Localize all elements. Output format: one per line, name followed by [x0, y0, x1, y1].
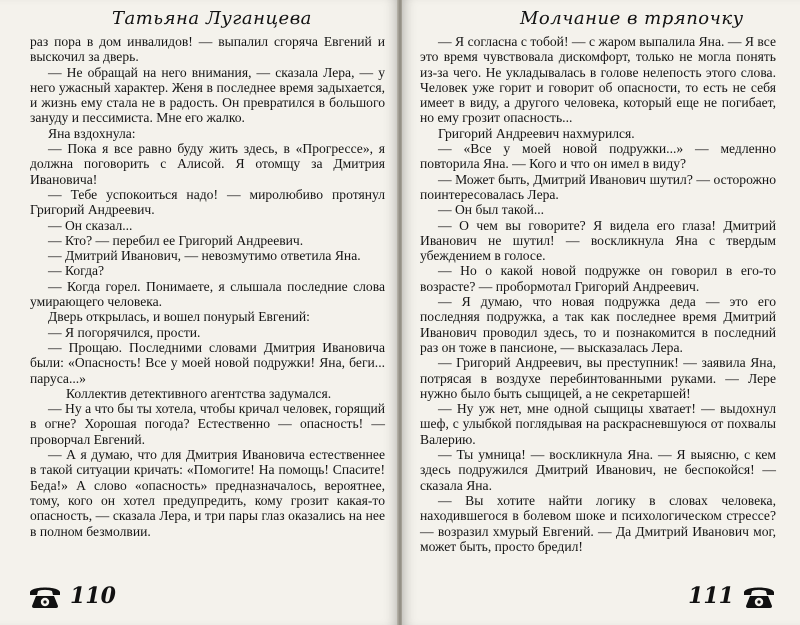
paragraph: — Но о какой новой подружке он говорил в его-то возрасте? — пробормотал Григорий Андреевич.: [420, 263, 776, 294]
right-footer: [688, 578, 776, 614]
telephone-icon: [28, 583, 62, 609]
paragraph: — Тебе успокоиться надо! — миролюбиво протянул Григорий Андреевич.: [30, 186, 385, 218]
page-number: 110: [70, 583, 116, 609]
left-body-text: [30, 34, 385, 539]
paragraph: Яна вздохнула:: [48, 125, 136, 141]
left-footer: [28, 578, 116, 614]
paragraph: — Ты умница! — воскликнула Яна. — Я выясню, с кем здесь подружился Дмитрий Иванович, не беспокойся! — сказала Яна.: [420, 447, 776, 493]
right-running-header: Молчание в тряпочку: [520, 8, 744, 29]
paragraph: — Когда?: [48, 263, 105, 279]
paragraph: — Когда горел. Понимаете, я слышала последние слова умирающего человека.: [30, 278, 385, 310]
paragraph: — «Все у моей новой подружки...» — медленно повторила Яна. — Кого и что он имел в виду?: [420, 141, 776, 172]
paragraph: — Он сказал...: [48, 217, 133, 233]
paragraph: раз пора в дом инвалидов! — выпалил сгоряча Евгений и выскочил за дверь.: [30, 34, 385, 65]
paragraph: — Григорий Андреевич, вы преступник! — заявила Яна, потрясая в воздухе перебинтованными руками. — Лере нужно было быть сыщицей, а не секретаршей!: [420, 355, 776, 401]
paragraph: Григорий Андреевич нахмурился.: [438, 125, 635, 141]
paragraph: — Я согласна с тобой! — с жаром выпалила Яна. — Я все это время чувствовала дискомфорт, только не могла понять из-за чего. Не укладывалась в голове нелепость этого слова. Человек уже горит и говорит об опасности, то есть не себя имеет в виду, а другого человека, который еще не погибает, но ему грозит опасность...: [420, 34, 776, 126]
paragraph: — Прощаю. Последними словами Дмитрия Ивановича были: «Опасность! Все у моей новой подружки! Яна, беги... паруса...»: [30, 339, 385, 386]
left-page: [0, 0, 398, 625]
paragraph: — Я погорячился, прости.: [48, 324, 201, 340]
right-page: [402, 0, 800, 625]
telephone-icon: [742, 583, 776, 609]
page-number: 111: [688, 583, 734, 609]
left-running-header: Татьяна Луганцева: [112, 8, 312, 29]
paragraph: — А я думаю, что для Дмитрия Ивановича естественнее в такой ситуации кричать: «Помогите! На помощь! Спасите! Беда!» А слово «опасность» предназначалось, вероятнее, тому, кого он хотел предупредить, кому грозит какая-то опасность, — сказала Лера, и три пары глаз оказались на нее в полном безмолвии.: [30, 447, 385, 539]
paragraph: — Ну а что бы ты хотела, чтобы кричал человек, горящий в огне? Хорошая погода? Естественно — опасность! — проворчал Евгений.: [30, 401, 385, 447]
paragraph: — Я думаю, что новая подружка деда — это его последняя подружка, а так как последнее время Дмитрий Иванович проводил здесь, то и познакомится в последний раз он тоже в пансионе, — высказалась Лера.: [420, 294, 776, 355]
paragraph: — Дмитрий Иванович, — невозмутимо ответила Яна.: [48, 248, 361, 264]
paragraph: — Ну уж нет, мне одной сыщицы хватает! — выдохнул шеф, с улыбкой поглядывая на раскрасневшуюся от похвалы Валерию.: [420, 401, 776, 447]
paragraph: — Может быть, Дмитрий Иванович шутил? — осторожно поинтересовалась Лера.: [420, 171, 776, 202]
paragraph: — Он был такой...: [438, 202, 545, 218]
paragraph: — Не обращай на него внимания, — сказала Лера, — у него ужасный характер. Женя в последнее время задыхается, и жизнь ему стала не в радость. Он превратился в большого зануду и пессимиста. Мне его жалко.: [30, 64, 385, 126]
paragraph: Коллектив детективного агентства задумался.: [66, 385, 332, 401]
paragraph: — Вы хотите найти логику в словах человека, находившегося в болевом шоке и психологическом стрессе? — возразил хмурый Евгений. — Да Дмитрий Иванович мог, может быть, просто бредил!: [420, 492, 776, 554]
right-body-text: [420, 34, 776, 554]
paragraph: — Пока я все равно буду жить здесь, в «Прогрессе», я должна поговорить с Алисой. Я отомщу за Дмитрия Ивановича!: [30, 141, 385, 187]
paragraph: — Кто? — перебил ее Григорий Андреевич.: [48, 232, 304, 248]
paragraph: — О чем вы говорите? Я видела его глаза! Дмитрий Иванович не шутил! — воскликнула Яна с твердым убеждением в голосе.: [420, 217, 776, 264]
paragraph: Дверь открылась, и вошел понурый Евгений:: [48, 309, 310, 325]
